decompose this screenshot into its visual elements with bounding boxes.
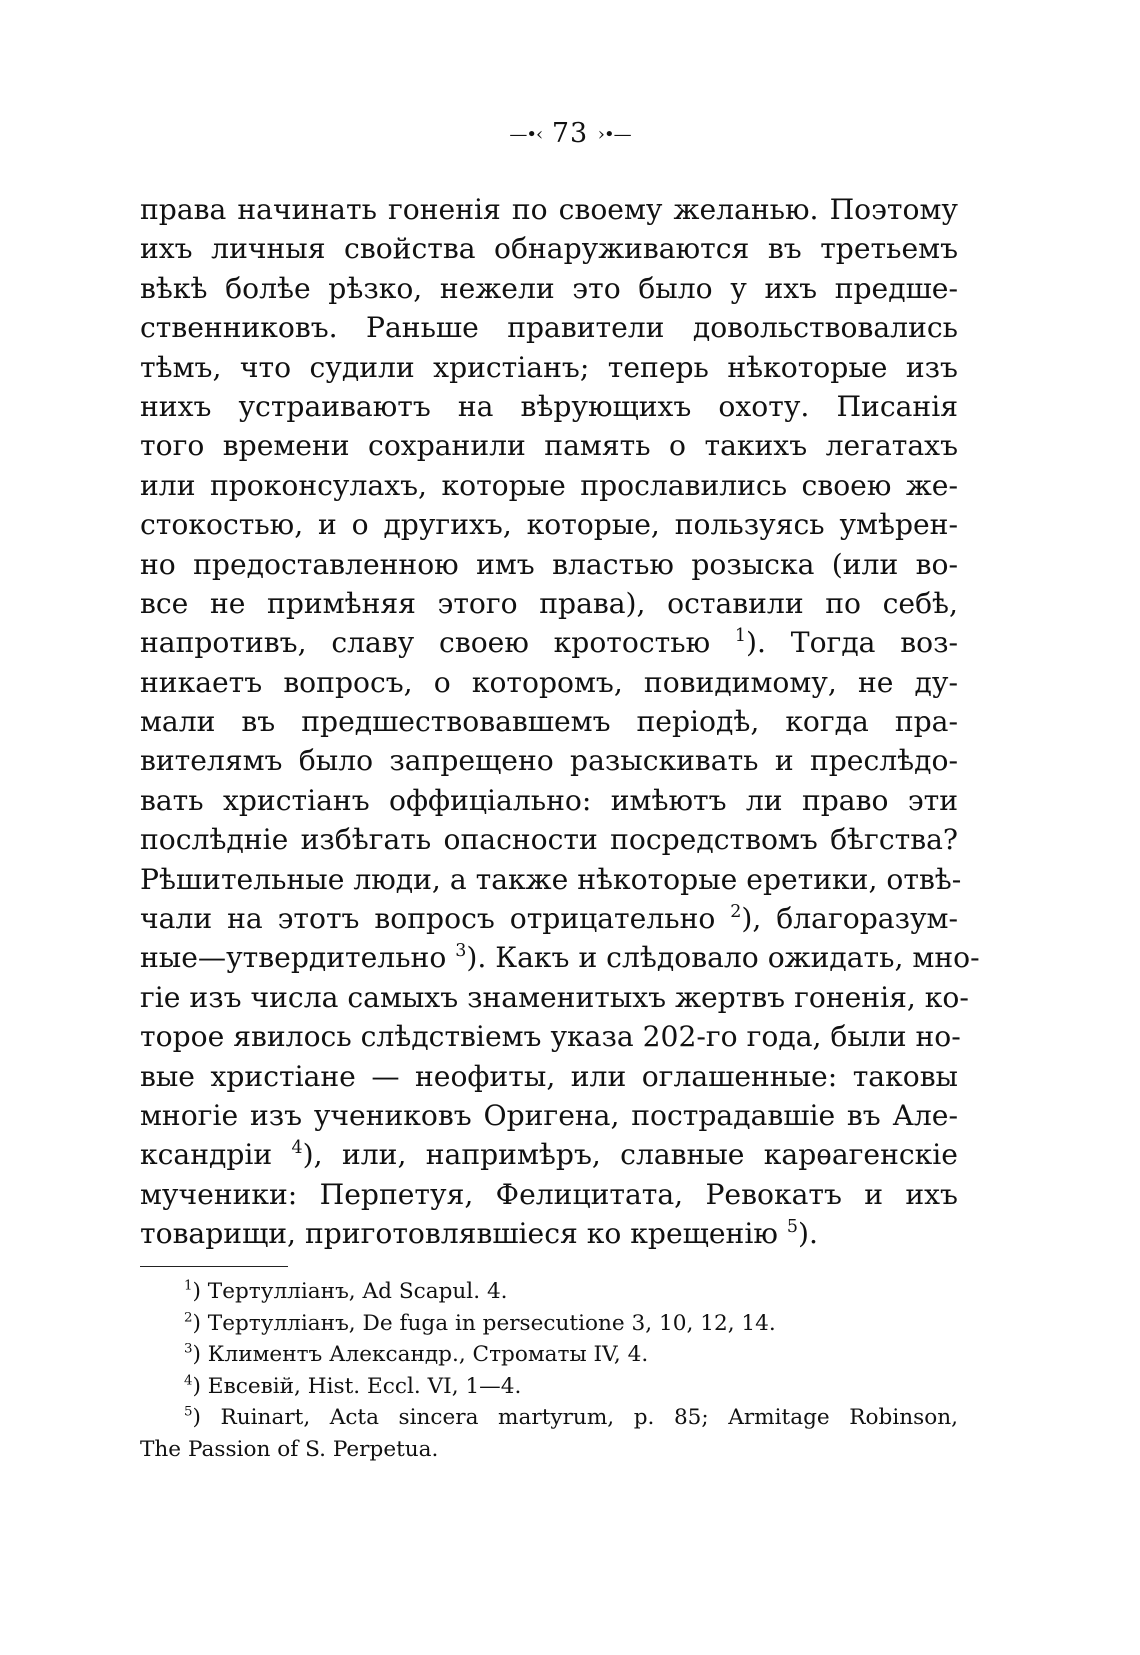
text-line: того времени сохранили память о такихъ легатахъ — [140, 429, 958, 463]
footnotes — [140, 1276, 958, 1465]
footnote-reference: 4 — [291, 1138, 303, 1159]
text-line: послѣдніе избѣгать опасности посредствомъ бѣгства? — [140, 823, 958, 857]
text-line: мали въ предшествовавшемъ періодѣ, когда пра- — [140, 705, 958, 739]
footnote-reference: 3 — [455, 941, 467, 962]
text-line — [140, 938, 980, 977]
footnote-text: ) Ruinart, Acta sincera martyrum, p. 85; Armitage Robinson, — [192, 1405, 958, 1430]
text-segment: ), благоразум- — [741, 902, 958, 936]
footnote-marker: 3 — [184, 1341, 193, 1357]
footnote-marker: 2 — [184, 1310, 193, 1326]
text-line: вителямъ было запрещено разыскивать и преслѣдо- — [140, 744, 958, 778]
footnote-marker: 5 — [184, 1404, 193, 1420]
footnote-marker: 4 — [184, 1373, 193, 1389]
footnote — [140, 1434, 958, 1466]
footnote-text: ) Тертулліанъ, De fuga in persecutione 3, 10, 12, 14. — [192, 1310, 776, 1336]
footnote — [140, 1402, 958, 1434]
text-line: тѣмъ, что судили христіанъ; теперь нѣкоторые изъ — [140, 350, 958, 384]
page-number-value: 73 — [551, 118, 589, 149]
text-line: нихъ устраиваютъ на вѣрующихъ охоту. Писанія — [140, 389, 958, 423]
text-segment: товарищи, приготовлявшіеся ко крещенію — [140, 1217, 787, 1251]
footnote-reference: 1 — [734, 626, 747, 647]
text-line: все не примѣняя этого права), оставили по себѣ, — [140, 586, 958, 620]
page-number-left-ornament: —•‹ — [509, 124, 543, 145]
footnote-marker: 1 — [184, 1278, 193, 1294]
text-line: права начинать гоненія по своему желанью. Поэтому — [140, 193, 958, 226]
text-segment: ). Какъ и слѣдовало ожидать, мно- — [466, 941, 980, 975]
text-line: вать христіанъ оффиціально: имѣютъ ли право эти — [140, 783, 958, 817]
footnote — [140, 1371, 958, 1403]
footnote-reference: 2 — [730, 902, 742, 923]
footnote-separator — [140, 1266, 288, 1267]
text-segment: ). — [797, 1217, 818, 1251]
page-number — [0, 118, 1140, 149]
text-segment: ксандріи — [140, 1138, 292, 1172]
text-line: гіе изъ числа самыхъ знаменитыхъ жертвъ гоненія, ко- — [140, 980, 969, 1014]
text-line: вые христіане — неофиты, или оглашенные: таковы — [140, 1059, 958, 1093]
text-line — [140, 1135, 958, 1174]
footnote-reference: 5 — [786, 1217, 798, 1238]
text-line — [140, 899, 958, 938]
text-line: Рѣшительные люди, а также нѣкоторые еретики, отвѣ- — [140, 862, 962, 896]
text-segment: ). Тогда воз- — [746, 626, 958, 660]
text-line — [140, 623, 958, 662]
text-segment: напротивъ, славу своею кротостью — [140, 626, 735, 660]
text-line: многіе изъ учениковъ Оригена, пострадавшіе въ Але- — [140, 1098, 958, 1132]
footnote-text: ) Тертулліанъ, Ad Scapul. 4. — [192, 1279, 508, 1304]
text-line: торое явилось слѣдствіемъ указа 202-го года, были но- — [140, 1020, 961, 1054]
main-text — [140, 190, 980, 1254]
text-line: но предоставленною имъ властью розыска (или во- — [140, 547, 958, 581]
text-segment: ные—утвердительно — [140, 941, 456, 975]
footnote — [140, 1339, 958, 1371]
text-line: ственниковъ. Раньше правители довольствовались — [140, 311, 958, 345]
footnote-text: ) Климентъ Александр., Строматы IV, 4. — [192, 1342, 649, 1367]
footnote — [140, 1276, 958, 1308]
text-line — [140, 1214, 958, 1253]
page-number-right-ornament: ›•— — [597, 124, 631, 145]
text-line: или проконсулахъ, которые прославились своею же- — [140, 468, 958, 502]
footnote-text: ) Евсевій, Hist. Eccl. VI, 1—4. — [192, 1373, 522, 1399]
text-line: стокостью, и о другихъ, которые, пользуясь умѣрен- — [140, 508, 958, 542]
text-line: ихъ личныя свойства обнаруживаются въ третьемъ — [140, 232, 958, 266]
text-segment: ), или, напримѣръ, славные карѳагенскіе — [302, 1138, 958, 1172]
footnote-text: The Passion of S. Perpetua. — [140, 1436, 439, 1462]
text-segment: чали на этотъ вопросъ отрицательно — [140, 902, 731, 936]
text-line: мученики: Перпетуя, Фелицитата, Ревокатъ и ихъ — [140, 1177, 958, 1211]
text-line: вѣкѣ болѣе рѣзко, нежели это было у ихъ предше- — [140, 271, 958, 305]
text-line: никаетъ вопросъ, о которомъ, повидимому, не ду- — [140, 665, 958, 699]
footnote — [140, 1308, 958, 1340]
